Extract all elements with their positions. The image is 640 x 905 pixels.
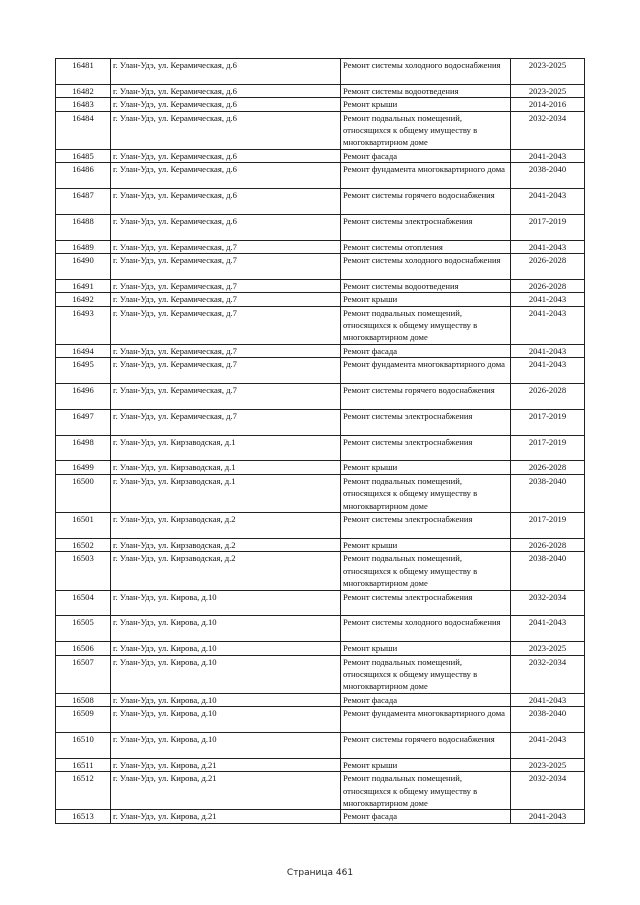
row-address: г. Улан-Удэ, ул. Керамическая, д.7 (111, 384, 341, 410)
row-period: 2041-2043 (511, 149, 585, 162)
row-period: 2023-2025 (511, 59, 585, 85)
row-work-type: Ремонт фасада (341, 344, 511, 357)
row-period: 2041-2043 (511, 810, 585, 823)
row-number: 16507 (56, 655, 111, 693)
row-period: 2038-2040 (511, 707, 585, 733)
table-row (56, 772, 585, 810)
row-work-type: Ремонт крыши (341, 293, 511, 306)
row-work-type: Ремонт системы холодного водоснабжения (341, 59, 511, 85)
row-address: г. Улан-Удэ, ул. Керамическая, д.6 (111, 98, 341, 111)
row-number: 16509 (56, 707, 111, 733)
row-work-type: Ремонт подвальных помещений, относящихся к общему имуществу в многоквартирном доме (341, 306, 511, 344)
row-address: г. Улан-Удэ, ул. Керамическая, д.7 (111, 409, 341, 435)
row-number: 16497 (56, 409, 111, 435)
table-row (56, 111, 585, 149)
row-address: г. Улан-Удэ, ул. Кирова, д.10 (111, 732, 341, 758)
row-period: 2023-2025 (511, 84, 585, 97)
row-period: 2041-2043 (511, 732, 585, 758)
row-period: 2023-2025 (511, 642, 585, 655)
row-period: 2041-2043 (511, 189, 585, 215)
row-address: г. Улан-Удэ, ул. Керамическая, д.7 (111, 254, 341, 280)
row-number: 16502 (56, 538, 111, 551)
row-address: г. Улан-Удэ, ул. Кирзаводская, д.1 (111, 435, 341, 461)
row-period: 2041-2043 (511, 306, 585, 344)
row-work-type: Ремонт системы электроснабжения (341, 214, 511, 240)
row-work-type: Ремонт системы электроснабжения (341, 435, 511, 461)
page-number: Страница 461 (286, 868, 354, 878)
row-period: 2017-2019 (511, 513, 585, 539)
table-row (56, 306, 585, 344)
row-number: 16488 (56, 214, 111, 240)
row-number: 16513 (56, 810, 111, 823)
row-number: 16489 (56, 240, 111, 253)
table-row (56, 538, 585, 551)
row-work-type: Ремонт системы горячего водоснабжения (341, 189, 511, 215)
row-period: 2026-2028 (511, 254, 585, 280)
row-work-type: Ремонт крыши (341, 538, 511, 551)
table-row (56, 214, 585, 240)
row-work-type: Ремонт системы электроснабжения (341, 513, 511, 539)
row-number: 16482 (56, 84, 111, 97)
row-address: г. Улан-Удэ, ул. Кирзаводская, д.1 (111, 461, 341, 474)
table-row (56, 149, 585, 162)
table-row (56, 98, 585, 111)
row-address: г. Улан-Удэ, ул. Кирова, д.10 (111, 590, 341, 616)
row-address: г. Улан-Удэ, ул. Керамическая, д.6 (111, 214, 341, 240)
row-period: 2038-2040 (511, 163, 585, 189)
row-number: 16508 (56, 693, 111, 706)
row-address: г. Улан-Удэ, ул. Кирзаводская, д.2 (111, 513, 341, 539)
table-row (56, 163, 585, 189)
row-address: г. Улан-Удэ, ул. Кирова, д.21 (111, 810, 341, 823)
row-period: 2041-2043 (511, 616, 585, 642)
row-address: г. Улан-Удэ, ул. Керамическая, д.6 (111, 189, 341, 215)
row-period: 2041-2043 (511, 358, 585, 384)
row-period: 2041-2043 (511, 293, 585, 306)
row-period: 2032-2034 (511, 772, 585, 810)
table-row (56, 707, 585, 733)
table-row (56, 810, 585, 823)
row-period: 2032-2034 (511, 590, 585, 616)
repair-schedule-table (55, 58, 585, 824)
table-row (56, 693, 585, 706)
row-period: 2026-2028 (511, 538, 585, 551)
row-work-type: Ремонт фундамента многоквартирного дома (341, 163, 511, 189)
row-work-type: Ремонт системы холодного водоснабжения (341, 254, 511, 280)
row-work-type: Ремонт фундамента многоквартирного дома (341, 707, 511, 733)
row-work-type: Ремонт подвальных помещений, относящихся к общему имуществу в многоквартирном доме (341, 552, 511, 590)
row-address: г. Улан-Удэ, ул. Керамическая, д.6 (111, 149, 341, 162)
table-row (56, 358, 585, 384)
row-address: г. Улан-Удэ, ул. Кирзаводская, д.1 (111, 474, 341, 512)
row-number: 16487 (56, 189, 111, 215)
row-work-type: Ремонт системы горячего водоснабжения (341, 384, 511, 410)
row-number: 16493 (56, 306, 111, 344)
row-number: 16503 (56, 552, 111, 590)
row-period: 2041-2043 (511, 693, 585, 706)
row-address: г. Улан-Удэ, ул. Керамическая, д.6 (111, 163, 341, 189)
row-work-type: Ремонт подвальных помещений, относящихся к общему имуществу в многоквартирном доме (341, 655, 511, 693)
row-address: г. Улан-Удэ, ул. Кирова, д.10 (111, 616, 341, 642)
row-period: 2041-2043 (511, 344, 585, 357)
table-row (56, 344, 585, 357)
row-number: 16501 (56, 513, 111, 539)
row-work-type: Ремонт крыши (341, 758, 511, 771)
row-address: г. Улан-Удэ, ул. Кирзаводская, д.2 (111, 552, 341, 590)
row-address: г. Улан-Удэ, ул. Керамическая, д.7 (111, 344, 341, 357)
row-number: 16494 (56, 344, 111, 357)
row-work-type: Ремонт фундамента многоквартирного дома (341, 358, 511, 384)
row-period: 2017-2019 (511, 435, 585, 461)
row-work-type: Ремонт системы электроснабжения (341, 409, 511, 435)
row-address: г. Улан-Удэ, ул. Керамическая, д.6 (111, 59, 341, 85)
row-period: 2032-2034 (511, 655, 585, 693)
row-address: г. Улан-Удэ, ул. Кирова, д.10 (111, 642, 341, 655)
table-row (56, 513, 585, 539)
row-number: 16511 (56, 758, 111, 771)
row-period: 2026-2028 (511, 384, 585, 410)
row-number: 16492 (56, 293, 111, 306)
row-number: 16500 (56, 474, 111, 512)
row-period: 2014-2016 (511, 98, 585, 111)
row-work-type: Ремонт системы отопления (341, 240, 511, 253)
row-address: г. Улан-Удэ, ул. Керамическая, д.6 (111, 111, 341, 149)
row-work-type: Ремонт крыши (341, 461, 511, 474)
row-work-type: Ремонт системы горячего водоснабжения (341, 732, 511, 758)
row-address: г. Улан-Удэ, ул. Керамическая, д.7 (111, 279, 341, 292)
table-row (56, 590, 585, 616)
row-period: 2017-2019 (511, 409, 585, 435)
row-number: 16481 (56, 59, 111, 85)
row-work-type: Ремонт крыши (341, 98, 511, 111)
row-address: г. Улан-Удэ, ул. Кирова, д.21 (111, 772, 341, 810)
table-row (56, 655, 585, 693)
row-address: г. Улан-Удэ, ул. Керамическая, д.7 (111, 293, 341, 306)
row-address: г. Улан-Удэ, ул. Кирова, д.10 (111, 655, 341, 693)
table-row (56, 642, 585, 655)
row-period: 2026-2028 (511, 461, 585, 474)
row-work-type: Ремонт фасада (341, 693, 511, 706)
row-address: г. Улан-Удэ, ул. Керамическая, д.7 (111, 358, 341, 384)
row-address: г. Улан-Удэ, ул. Кирова, д.10 (111, 707, 341, 733)
row-number: 16483 (56, 98, 111, 111)
row-period: 2038-2040 (511, 474, 585, 512)
table-row (56, 279, 585, 292)
row-period: 2017-2019 (511, 214, 585, 240)
row-period: 2038-2040 (511, 552, 585, 590)
row-number: 16485 (56, 149, 111, 162)
table-row (56, 254, 585, 280)
table-row (56, 435, 585, 461)
row-period: 2032-2034 (511, 111, 585, 149)
row-number: 16499 (56, 461, 111, 474)
table-row (56, 409, 585, 435)
table-row (56, 616, 585, 642)
row-work-type: Ремонт фасада (341, 810, 511, 823)
row-period: 2026-2028 (511, 279, 585, 292)
row-number: 16512 (56, 772, 111, 810)
table-body (56, 59, 585, 824)
row-work-type: Ремонт фасада (341, 149, 511, 162)
row-address: г. Улан-Удэ, ул. Кирзаводская, д.2 (111, 538, 341, 551)
row-address: г. Улан-Удэ, ул. Керамическая, д.7 (111, 306, 341, 344)
row-address: г. Улан-Удэ, ул. Керамическая, д.6 (111, 84, 341, 97)
row-work-type: Ремонт системы холодного водоснабжения (341, 616, 511, 642)
row-number: 16486 (56, 163, 111, 189)
row-number: 16496 (56, 384, 111, 410)
row-address: г. Улан-Удэ, ул. Керамическая, д.7 (111, 240, 341, 253)
table-row (56, 59, 585, 85)
table-row (56, 758, 585, 771)
row-period: 2041-2043 (511, 240, 585, 253)
row-work-type: Ремонт крыши (341, 642, 511, 655)
row-work-type: Ремонт подвальных помещений, относящихся к общему имуществу в многоквартирном доме (341, 772, 511, 810)
table-row (56, 732, 585, 758)
table-row (56, 293, 585, 306)
row-number: 16495 (56, 358, 111, 384)
row-work-type: Ремонт системы водоотведения (341, 279, 511, 292)
table-row (56, 461, 585, 474)
row-number: 16498 (56, 435, 111, 461)
row-period: 2023-2025 (511, 758, 585, 771)
row-address: г. Улан-Удэ, ул. Кирова, д.10 (111, 693, 341, 706)
row-work-type: Ремонт системы электроснабжения (341, 590, 511, 616)
row-work-type: Ремонт системы водоотведения (341, 84, 511, 97)
row-number: 16506 (56, 642, 111, 655)
row-number: 16504 (56, 590, 111, 616)
table-row (56, 474, 585, 512)
row-work-type: Ремонт подвальных помещений, относящихся к общему имуществу в многоквартирном доме (341, 111, 511, 149)
row-work-type: Ремонт подвальных помещений, относящихся к общему имуществу в многоквартирном доме (341, 474, 511, 512)
table-row (56, 240, 585, 253)
row-number: 16490 (56, 254, 111, 280)
table-row (56, 552, 585, 590)
row-number: 16510 (56, 732, 111, 758)
row-number: 16491 (56, 279, 111, 292)
table-row (56, 84, 585, 97)
row-address: г. Улан-Удэ, ул. Кирова, д.21 (111, 758, 341, 771)
row-number: 16505 (56, 616, 111, 642)
row-number: 16484 (56, 111, 111, 149)
table-row (56, 189, 585, 215)
table-row (56, 384, 585, 410)
